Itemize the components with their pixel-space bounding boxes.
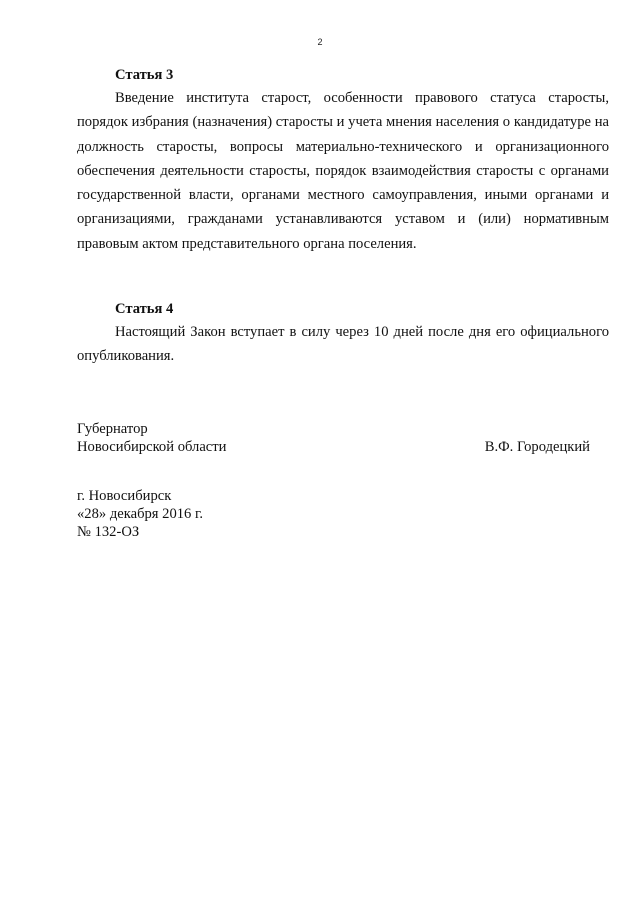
signature-row [77, 438, 590, 456]
article-4-heading: Статья 4 [115, 301, 174, 317]
footer-date: «28» декабря 2016 г. [77, 506, 203, 522]
page-number: 2 [317, 37, 323, 47]
signer-position-line1: Губернатор [77, 421, 148, 437]
footer-city: г. Новосибирск [77, 488, 172, 504]
article-3 [77, 64, 609, 256]
article-3-heading: Статья 3 [115, 67, 174, 83]
article-4-text: Настоящий Закон вступает в силу через 10 дней после дня его официального опубликования. [77, 324, 609, 365]
signer-position-line2: Новосибирской области [77, 439, 227, 455]
article-3-text: Введение института старост, особенности правового статуса старосты, порядок избрания (назначения) старосты и учета мнения населения о кандидатуре на должность старосты, вопросы материально-технического и организационного обеспечения деятельности старосты, порядок взаимодействия старосты с органами государственной власти, органами местного самоуправления, иными органами и организациями, гражданами устанавливаются уставом и (или) нормативным правовым актом представительного органа поселения. [77, 90, 609, 252]
document-footer [77, 487, 203, 541]
footer-law-number: № 132-ОЗ [77, 524, 140, 540]
signer-name: В.Ф. Городецкий [484, 439, 590, 455]
signature-block [77, 420, 590, 456]
article-4 [77, 298, 609, 369]
